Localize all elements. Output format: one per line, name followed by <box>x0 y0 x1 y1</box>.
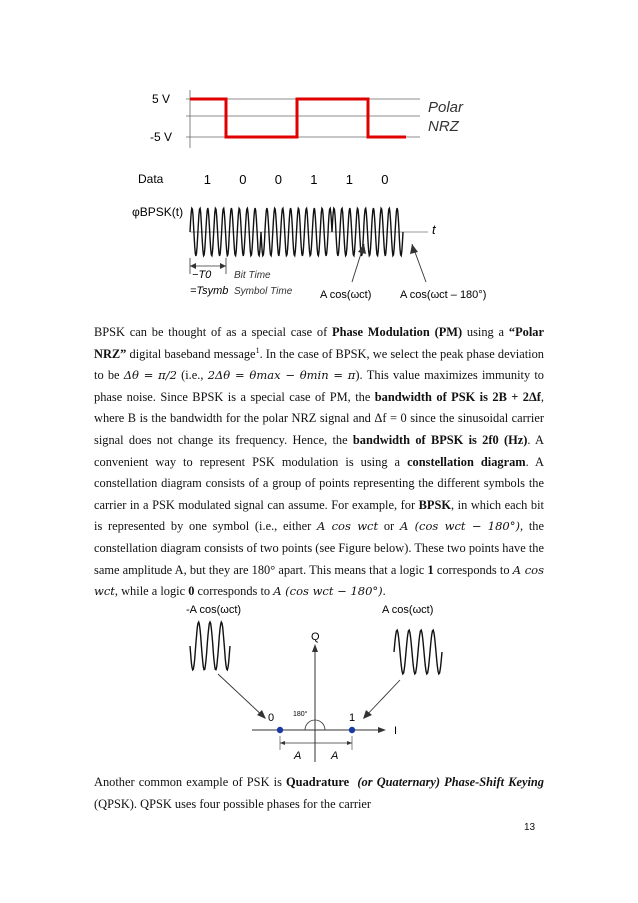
acos-shift-label: A cos(ωct – 180°) <box>400 289 487 301</box>
bold-psk-bandwidth: bandwidth of PSK is 2B + 2Δf <box>374 389 541 404</box>
constellation-point-one <box>349 727 355 733</box>
bold-term-polar-nrz: “Polar NRZ” <box>94 325 544 361</box>
i-axis-label: I <box>394 725 398 737</box>
bit-value: 0 <box>381 172 389 187</box>
t-axis-label: t <box>432 222 436 237</box>
t0-label: −T0 <box>192 269 212 281</box>
nrz-label: NRZ <box>428 118 459 135</box>
bold-bpsk: BPSK <box>418 497 451 512</box>
nrz-high-voltage: 5 V <box>152 92 171 106</box>
text-run: , while a logic <box>114 584 189 599</box>
phase-angle-label: 180° <box>293 711 308 718</box>
text-run: corresponds to <box>194 584 274 599</box>
text-run: or <box>378 519 400 534</box>
bold-quaternary-psk: (or Quaternary) Phase-Shift Keying <box>357 775 544 789</box>
bit-value: 1 <box>345 172 353 187</box>
text-run: , the constellation diagram consists of two points (see Figure below). These two points have the same amplitude A, but they are 180° apart. This means that a logic <box>94 519 544 577</box>
symbol-time-label: Symbol Time <box>234 286 293 297</box>
qpsk-paragraph <box>94 772 544 815</box>
bit-values <box>204 172 389 187</box>
pos-carrier-label: A cos(ωct) <box>382 604 434 616</box>
q-axis-head <box>312 644 318 652</box>
bit-value: 1 <box>203 172 211 187</box>
constellation-point-zero <box>277 727 283 733</box>
bpsk-waveform <box>190 208 403 256</box>
bpsk-constellation-figure <box>168 600 468 770</box>
text-run: , where B is the bandwidth for the polar NRZ signal and Δf = 0 since the sinusoidal carrier signal does not change its frequency. Hence, the <box>94 389 544 447</box>
acos-shift-arrow-head <box>410 244 418 254</box>
bold-quadrature: Quadrature <box>286 775 350 789</box>
text-run: (QPSK). QPSK uses four possible phases for the carrier <box>94 796 372 811</box>
text-run: Another common example of PSK is <box>94 775 287 789</box>
q-axis-label: Q <box>311 631 320 643</box>
i-axis-head <box>378 727 386 733</box>
bold-constellation-diagram: constellation diagram <box>407 454 526 469</box>
polar-label: Polar <box>428 99 464 116</box>
text-run: digital baseband message <box>126 346 256 361</box>
page-number: 13 <box>524 822 536 833</box>
text-run: , in which each bit is represented by one symbol (i.e., either <box>94 497 544 534</box>
phi-bpsk-label: φBPSK(t) <box>132 205 184 219</box>
text-run: . A constellation diagram consists of a group of points representing the different symbols the carrier in a PSK modulated signal can assume. For example, for <box>94 454 544 512</box>
amplitude-label-left: A <box>294 750 302 762</box>
math-carrier: A cos wct <box>317 519 379 534</box>
neg-carrier-waveform <box>190 622 230 670</box>
math-carrier-shifted: A (cos wct − 180°) <box>399 519 520 534</box>
distance-arrow-left-head <box>280 741 285 745</box>
text-run: ). This value maximizes immunity to phase noise. Since BPSK is a special case of PM, the <box>94 368 544 404</box>
footnote-marker: 1 <box>255 345 260 355</box>
acos-arrow-head <box>358 244 366 254</box>
text-run: BPSK can be thought of as a special case of <box>94 325 333 339</box>
math-carrier-shifted: A (cos wct − 180°) <box>273 584 383 599</box>
nrz-low-voltage: -5 V <box>150 130 173 144</box>
bit-value: 1 <box>310 172 318 187</box>
bold-term-pm: Phase Modulation (PM) <box>332 325 463 339</box>
neg-carrier-label: -A cos(ωct) <box>186 604 242 616</box>
amplitude-label-right: A <box>331 750 339 762</box>
bpsk-paragraph <box>94 322 544 603</box>
bold-bpsk-bandwidth: bandwidth of BPSK is 2f0 (Hz) <box>352 432 528 447</box>
neg-pointer-arrow <box>218 674 265 718</box>
data-label: Data <box>138 172 164 186</box>
tsymb-label: =Tsymb <box>190 285 229 297</box>
text-run: corresponds to <box>433 562 513 577</box>
bit-time-arrow-right-head <box>220 263 226 269</box>
math-phase-range: 2Δθ = θmax − θmin = π <box>207 368 356 383</box>
math-carrier: A cos wct <box>94 562 544 599</box>
bold-logic-zero: 0 <box>188 584 195 599</box>
acos-label: A cos(ωct) <box>320 289 372 301</box>
bit-value: 0 <box>239 172 247 187</box>
point-one-label: 1 <box>349 712 356 724</box>
text-run: . <box>382 584 386 599</box>
text-run: (i.e., <box>176 368 208 383</box>
math-phase-deviation: Δθ = π/2 <box>123 368 177 383</box>
distance-arrow-right-head <box>347 741 352 745</box>
polar-nrz-signal <box>190 99 406 137</box>
text-run: . In the case of BPSK, we select the peak phase deviation to be <box>94 346 545 383</box>
pos-pointer-arrow <box>364 680 400 718</box>
text-run: . A convenient way to represent PSK modulation is using a <box>94 432 544 469</box>
text-run: using a <box>462 325 509 339</box>
bpsk-waveform-figure <box>130 82 490 304</box>
point-zero-label: 0 <box>268 712 275 724</box>
bold-logic-one: 1 <box>427 562 434 577</box>
pos-carrier-waveform <box>394 630 442 674</box>
bit-value: 0 <box>274 172 282 187</box>
bit-time-label: Bit Time <box>234 270 271 281</box>
